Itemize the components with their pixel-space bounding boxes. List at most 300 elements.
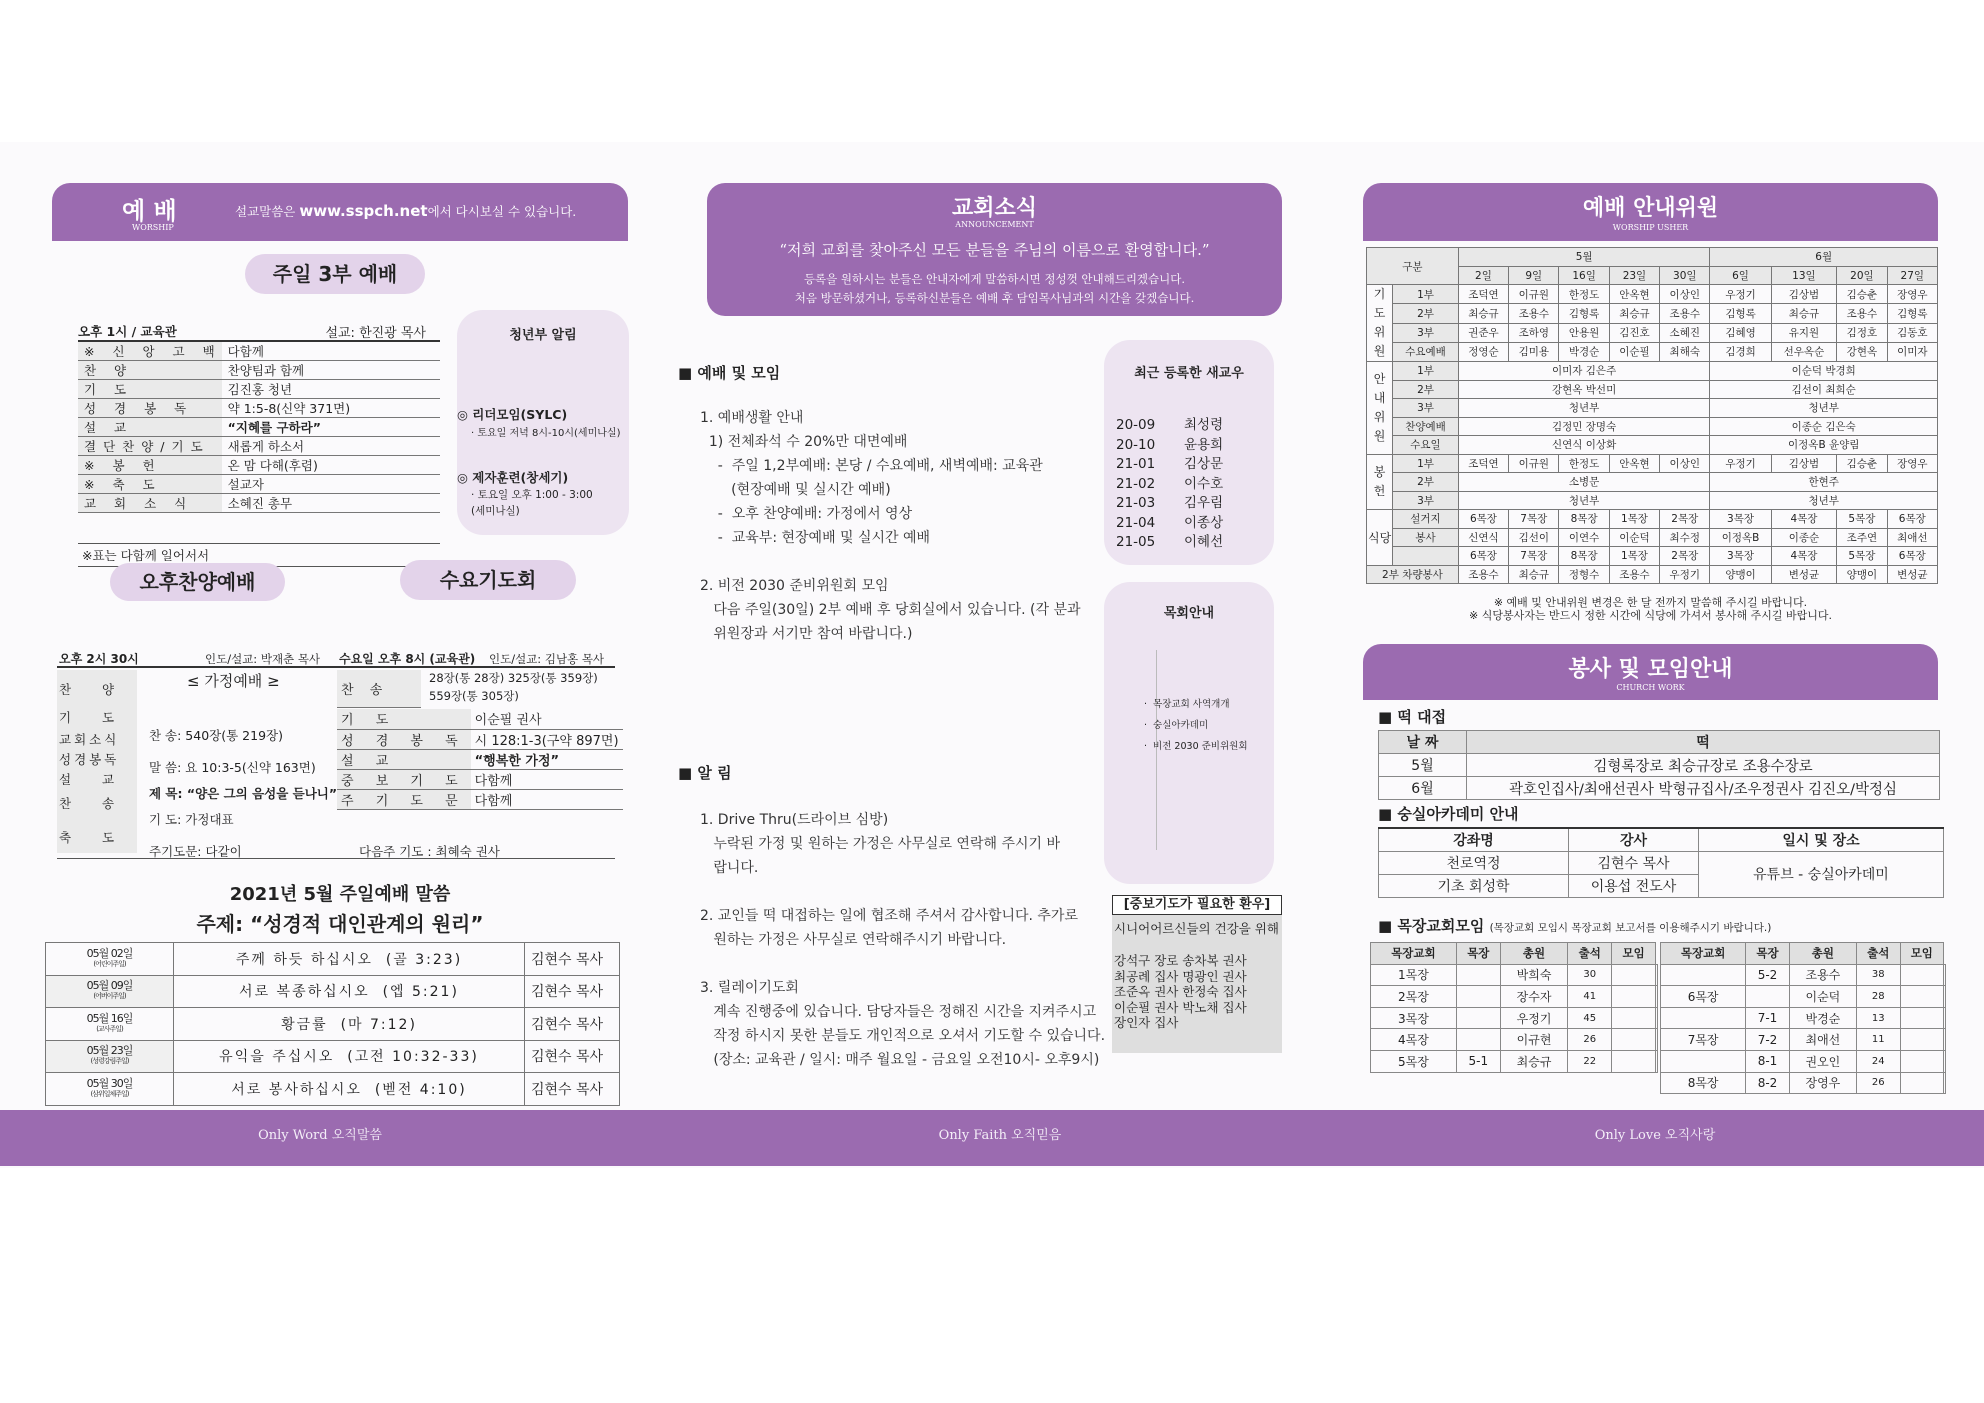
mok-cell: 권오인 [1789,1050,1856,1072]
mok-cell: 1목장 [1371,964,1457,986]
sermon-date [46,1008,174,1041]
usher-cell: 한정도 [1559,454,1609,473]
order-row [78,418,440,437]
service-title: 봉사 및 모임안내 [1568,657,1733,682]
website-link[interactable]: www.sspch.net [299,202,428,220]
newcomer-row [1116,494,1223,514]
wed-next: 다음주 기도 : 최혜숙 권사 [359,844,500,859]
usher-cell: 유지원 [1771,323,1837,342]
usher-cell: 이미자 [1887,342,1937,361]
usher-cell: 우정기 [1710,285,1771,304]
sermon-text: 서로 복종하십시오 (엡 5:21) [174,975,525,1008]
news-line: 위원장과 서기만 참여 바랍니다.) [700,626,913,642]
service3-time: 오후 1시 / 교육관 [78,324,177,339]
usher-car: 2부 차량봉사 [1367,565,1459,584]
news-line: - 교육부: 현장예배 및 실시간 예배 [700,530,931,546]
intercession-line: 이순필 권사 박노채 집사 [1114,999,1247,1015]
mok-cell: 8-1 [1746,1050,1790,1072]
service3-order-table [78,342,440,513]
news-line: 2. 비전 2030 준비위원회 모임 [700,578,889,594]
news-line: 1. 예배생활 안내 [700,410,804,426]
sermon-row [46,1040,620,1073]
news-line: 1. Drive Thru(드라이브 심방) [700,812,889,828]
usher-date: 9일 [1509,266,1559,285]
usher-cell: 우정기 [1660,565,1710,584]
usher-blank [1393,547,1459,566]
usher-cell: 정영순 [1458,342,1508,361]
usher-cell: 이상인 [1660,285,1710,304]
rice-date: 5월 [1379,754,1467,777]
usher-row [1367,304,1938,323]
mok-meet [1656,1007,1658,1029]
youth-panel [457,310,629,535]
usher-cell: 이상인 [1660,454,1710,473]
usher-cell: 조용수 [1660,304,1710,323]
usher-cell: 2부 [1393,380,1459,399]
mok-header: 목장교회 [1371,943,1457,965]
mok-header: 모임 [1900,943,1944,965]
mok-cell: 24 [1856,1050,1900,1072]
order-label: 설 교 [78,418,222,437]
usher-cell: 3목장 [1710,510,1771,529]
mok-meet [1944,1050,1946,1072]
sermon-date-text: 05월 30일 [86,1076,133,1090]
academy-head [1379,828,1944,851]
rice-table [1378,730,1940,800]
usher-side-char: 위 [1373,409,1386,424]
mok-cell: 38 [1856,964,1900,986]
usher-cell: 6목장 [1887,510,1937,529]
intercession-list [1114,953,1247,1031]
wed-row [337,789,623,809]
order-value: 설교자 [222,475,440,494]
usher-cell: 김혜영 [1710,323,1771,342]
mok-cell: 장영우 [1789,1072,1856,1094]
usher-cell: 최애선 [1887,528,1937,547]
mok-cell [1661,964,1746,986]
order-row [78,399,440,418]
sermon-title: 2021년 5월 주일예배 말씀 [229,884,451,905]
usher-notes [1363,596,1938,622]
usher-cell: 3부 [1393,399,1459,418]
mok-cell: 26 [1568,1029,1612,1051]
sermon-date-note: (교사주일) [96,1024,123,1033]
mok-attend [1612,986,1656,1008]
news-line: (장소: 교육관 / 일시: 매주 월요일 - 금요일 오전10시- 오후9시) [700,1052,1100,1068]
wed-title: 수요기도회 [400,560,576,600]
usher-date: 2일 [1458,266,1508,285]
mok-cell [1456,964,1500,986]
usher-side-char: 원 [1373,428,1386,443]
newcomer-date: 21-05 [1116,534,1156,550]
intercession-panel [1112,895,1282,1053]
newcomer-date: 21-01 [1116,456,1156,472]
sermon-date-note: (어린이주일) [93,959,126,968]
academy-teacher: 김현수 목사 [1569,851,1699,874]
usher-gubun: 구분 [1367,248,1459,285]
news-line: (현장예배 및 실시간 예배) [700,482,891,498]
usher-cell: 3부 [1393,491,1459,510]
order-value: 약 1:5-8(신약 371면) [222,399,440,418]
usher-row [1367,417,1938,436]
usher-date: 6일 [1710,266,1771,285]
newcomer-date: 21-03 [1116,495,1156,511]
afternoon-closing: 주기도문: 다같이 [149,844,242,859]
usher-cell: 5목장 [1837,547,1887,566]
mok-cell: 8-2 [1746,1072,1790,1094]
newcomer-date: 21-02 [1116,475,1156,492]
sermon-date-text: 05월 02일 [86,946,133,960]
usher-cell: 이규원 [1509,285,1559,304]
usher-side [1367,285,1393,362]
usher-row [1367,342,1938,361]
afternoon-song: 찬 송: 540장(통 219장) [149,728,283,743]
mok-header: 모임 [1612,943,1656,965]
usher-cell: 이순덕 [1609,528,1659,547]
usher-cell: 8목장 [1559,510,1609,529]
news-line: 1) 전체좌석 수 20%만 대면예배 [700,434,908,450]
usher-header [1363,183,1938,241]
youth-item-2-extra: (세미나실) [471,505,520,517]
service3-block [78,322,440,567]
sermon-row [46,943,620,976]
mok-attend [1900,1050,1944,1072]
order-label: 성 경 봉 독 [78,399,222,418]
mok-cell: 7-2 [1746,1029,1790,1051]
order-label: ※ 봉 헌 [78,456,222,475]
news-line [700,952,1105,976]
newcomer-name: 김우림 [1184,495,1224,511]
wed-lead: 인도/설교: 김남홍 목사 [489,652,605,666]
sermon-date-note: (성령강림주일) [90,1057,129,1066]
sermon-date [46,975,174,1008]
usher-cell: 장영우 [1887,454,1937,473]
mok-row [1661,964,1946,986]
order-label: 결단찬양/기도 [78,437,222,456]
afternoon-subject: 제 목: “양은 그의 음성을 듣나니” [149,786,338,801]
usher-side-char: 안 [1373,371,1386,386]
newcomer-row [1116,436,1223,456]
mok-attend [1612,964,1656,986]
order-row [78,475,440,494]
worship-title: 예 배 [122,196,177,225]
usher-cell: 강현옥 박선미 [1458,380,1710,399]
usher-cell: 권준우 [1458,323,1508,342]
usher-row [1367,491,1938,510]
usher-row [1367,547,1938,566]
intercession-line: 조준옥 권사 한정숙 집사 [1114,984,1247,999]
youth-title: 청년부 알림 [509,328,577,343]
wed-row [337,729,623,749]
news-header [707,183,1282,316]
mok-cell: 2목장 [1371,986,1457,1008]
mok-row [1371,1029,1658,1051]
sermon-table [45,942,620,1106]
usher-note-2: ※ 식당봉사자는 반드시 정한 시간에 식당에 가셔서 봉사해 주시길 바랍니다. [1469,609,1832,622]
mok-row [1661,1029,1946,1051]
worship-header [52,183,628,241]
mok-cell [1661,1007,1746,1029]
usher-side-char: 헌 [1373,483,1386,498]
news-line: 2. 교인들 떡 대접하는 일에 협조해 주셔서 감사합니다. 추가로 [700,908,1078,924]
sermon-preacher: 김현수 목사 [525,1073,620,1106]
afternoon-label: 찬 양 [59,682,118,697]
wed-label: 주 기 도 문 [337,789,471,809]
news-line [700,550,1081,574]
usher-cell: 김승춘 [1837,285,1887,304]
usher-cell: 한정도 [1559,285,1609,304]
mok-cell: 45 [1568,1007,1612,1029]
usher-cell: 김선이 [1509,528,1559,547]
mok-row [1371,964,1658,986]
sermon-preacher: 김현수 목사 [525,1040,620,1073]
academy-header: 강사 [1569,828,1699,851]
usher-row [1367,454,1938,473]
sermon-preacher: 김현수 목사 [525,975,620,1008]
usher-june: 6월 [1710,248,1938,267]
afternoon-label: 기 도 [59,710,118,725]
youth-item-1: ◎ 리더모임(SYLC) [457,407,568,422]
sermon-date [46,1073,174,1106]
usher-cell: 7목장 [1509,510,1559,529]
order-value: 소혜진 총무 [222,494,440,513]
sermon-theme: 주제: “성경적 대인관계의 원리” [196,912,484,936]
mok-cell: 최승규 [1500,1050,1568,1072]
mok-meet [1944,1007,1946,1029]
mok-cell: 박경순 [1789,1007,1856,1029]
usher-cell: 변성균 [1771,565,1837,584]
sermon-row [46,975,620,1008]
footer-right: Only Love 오직사랑 [1594,1128,1716,1143]
usher-cell: 변성균 [1887,565,1937,584]
usher-cell: 1부 [1393,362,1459,381]
afternoon-center: ≤ 가정예배 ≥ [187,672,280,690]
usher-cell: 5목장 [1837,510,1887,529]
sermon-date-text: 05월 16일 [86,1011,133,1025]
usher-cell: 정형수 [1559,565,1609,584]
usher-row [1367,436,1938,455]
note-post: 에서 다시보실 수 있습니다. [427,204,577,219]
usher-cell: 찬양예배 [1393,417,1459,436]
mok-meet [1944,1029,1946,1051]
sermon-preacher: 김현수 목사 [525,1008,620,1041]
mok-cell: 5목장 [1371,1050,1457,1072]
afternoon-label: 설 교 [59,772,118,787]
news-line: 3. 릴레이기도회 [700,980,799,996]
newcomer-name: 이혜선 [1184,534,1224,550]
usher-cell: 김상범 [1771,454,1837,473]
mok-header: 총원 [1500,943,1568,965]
afternoon-pray: 기 도: 가정대표 [149,812,234,827]
mok-header: 출석 [1856,943,1900,965]
wed-row [337,769,623,789]
usher-cell: 6목장 [1458,510,1508,529]
mok-cell: 6목장 [1661,986,1746,1008]
usher-cell: 3부 [1393,323,1459,342]
usher-row [1367,323,1938,342]
newcomer-row [1116,416,1223,436]
usher-cell: 우정기 [1710,454,1771,473]
usher-date: 13일 [1771,266,1837,285]
mok-attend [1612,1007,1656,1029]
mok-cell: 30 [1568,964,1612,986]
mok-cell: 이규현 [1500,1029,1568,1051]
newcomers-panel [1104,340,1274,565]
rice-head [1379,731,1940,754]
wed-value: 시 128:1-3(구약 897면) [471,729,623,749]
usher-cell: 1부 [1393,285,1459,304]
news-line: - 오후 찬양예배: 가정에서 영상 [700,506,913,522]
usher-cell: 박경순 [1559,342,1609,361]
usher-cell: 청년부 [1710,491,1938,510]
usher-cell: 이순덕 박경희 [1710,362,1938,381]
newcomers-list [1116,416,1223,553]
mok-meet [1944,964,1946,986]
sermon-row [46,1073,620,1106]
mok-cell: 11 [1856,1029,1900,1051]
mok-head [1661,943,1946,965]
mok-meet [1656,1050,1658,1072]
news-line [700,880,1105,904]
pastoral-panel [1104,582,1274,884]
mok-meet [1656,1029,1658,1051]
mok-cell: 우정기 [1500,1007,1568,1029]
news-quote: “저희 교회를 찾아주신 모든 분들을 주님의 이름으로 환영합니다.” [779,241,1210,259]
usher-cell: 조주연 [1837,528,1887,547]
mok-note: (목장교회 모임시 목장교회 보고서를 이용해주시기 바랍니다.) [1489,922,1772,934]
usher-cell: 소혜진 [1660,323,1710,342]
usher-date: 16일 [1559,266,1609,285]
mok-cell [1456,986,1500,1008]
usher-cell: 8목장 [1559,547,1609,566]
mok-meet [1944,1072,1946,1094]
afternoon-label: 성경봉독 [59,752,120,767]
sermon-date-note: (어버이주일) [93,992,126,1001]
usher-cell: 김미용 [1509,342,1559,361]
footer-center: Only Faith 오직믿음 [938,1128,1062,1143]
usher-cell: 최승규 [1509,565,1559,584]
usher-cell: 7목장 [1509,547,1559,566]
sermon-date-note: (삼위일체주일) [90,1089,129,1098]
youth-item-2: ◎ 제자훈련(창세기) [457,470,569,485]
intercession-line: 최공례 집사 명광인 권사 [1114,968,1247,984]
usher-head [1367,248,1938,267]
sermon-date [46,1040,174,1073]
usher-cell: 1부 [1393,454,1459,473]
usher-cell: 소병문 [1458,473,1710,492]
usher-cell: 4목장 [1771,510,1837,529]
usher-cell: 이정옥B [1710,528,1771,547]
news-line: 원하는 가정은 사무실로 연락해주시기 바랍니다. [700,932,1007,948]
usher-date: 30일 [1660,266,1710,285]
academy-table [1378,827,1944,898]
usher-cell: 조하영 [1509,323,1559,342]
usher-cell: 이미자 김은주 [1458,362,1710,381]
usher-cell: 강현옥 [1837,342,1887,361]
mok-title [1378,915,1771,936]
usher-cell: 김진호 [1609,323,1659,342]
wed-order-table [337,709,623,810]
usher-date: 23일 [1609,266,1659,285]
news-en: ANNOUNCEMENT [955,220,1034,229]
wed-song2: 559장(통 305장) [429,689,519,703]
newcomer-row [1116,455,1223,475]
usher-cell: 최승규 [1771,304,1837,323]
usher-cell: 청년부 [1458,399,1710,418]
newcomer-name: 이수호 [1184,475,1224,492]
order-label: 찬 양 [78,361,222,380]
mok-header: 목장 [1746,943,1790,965]
mok-cell [1456,1029,1500,1051]
usher-cell: 김형록 [1710,304,1771,323]
mok-cell [1746,986,1790,1008]
news-title: 교회소식 [951,196,1037,221]
order-value: 새롭게 하소서 [222,437,440,456]
mok-cell: 7-1 [1746,1007,1790,1029]
mok-header: 총원 [1789,943,1856,965]
usher-row [1367,380,1938,399]
order-row [78,342,440,361]
usher-cell: 조용수 [1837,304,1887,323]
newcomer-name: 이종상 [1184,514,1224,531]
usher-side-char: 원 [1373,344,1386,358]
mok-head [1371,943,1658,965]
wed-row [337,749,623,769]
academy-header: 강좌명 [1379,828,1569,851]
usher-cell: 김정민 장명숙 [1458,417,1710,436]
mok-cell: 5-1 [1456,1050,1500,1072]
afternoon-label: 축 도 [59,830,118,845]
usher-cell: 김경희 [1710,342,1771,361]
usher-row [1367,528,1938,547]
mok-cell: 3목장 [1371,1007,1457,1029]
youth-item-2-detail: · 토요일 오후 1:00 - 3:00 [471,489,593,501]
pastoral-item: · 목장교회 사역개개 [1144,699,1230,710]
news-section-2-body [700,808,1105,1072]
order-value: 다함께 [222,342,440,361]
usher-cell: 이규원 [1509,454,1559,473]
usher-cell: 최해숙 [1660,342,1710,361]
usher-table [1366,247,1938,584]
usher-row [1367,399,1938,418]
usher-cell: 장영우 [1887,285,1937,304]
mok-row [1371,1050,1658,1072]
mok-label: ■ 목장교회모임 [1378,917,1485,935]
service3-title: 주일 3부 예배 [245,254,425,294]
newcomer-row [1116,475,1223,495]
usher-cell: 김상범 [1771,285,1837,304]
intercession-line: 장인자 집사 [1114,1015,1179,1030]
sermon-text: 황금률 (마 7:12) [174,1008,525,1041]
usher-cell: 1목장 [1609,510,1659,529]
service-header [1363,644,1938,700]
usher-cell: 조용수 [1509,304,1559,323]
usher-cell: 김정호 [1837,323,1887,342]
academy-title: ■ 숭실아카데미 안내 [1378,805,1519,823]
pastoral-title: 목회안내 [1163,606,1215,621]
wed-label: 중 보 기 도 [337,769,471,789]
usher-cell: 신연식 이상화 [1458,436,1710,455]
mok-cell [1661,1050,1746,1072]
mok-meet [1656,964,1658,986]
usher-cell: 2부 [1393,304,1459,323]
newcomer-name: 김상문 [1184,456,1224,472]
usher-row [1367,510,1938,529]
usher-row [1367,362,1938,381]
mok-attend [1900,964,1944,986]
newcomer-date: 20-09 [1116,417,1156,433]
usher-cell: 1목장 [1609,547,1659,566]
